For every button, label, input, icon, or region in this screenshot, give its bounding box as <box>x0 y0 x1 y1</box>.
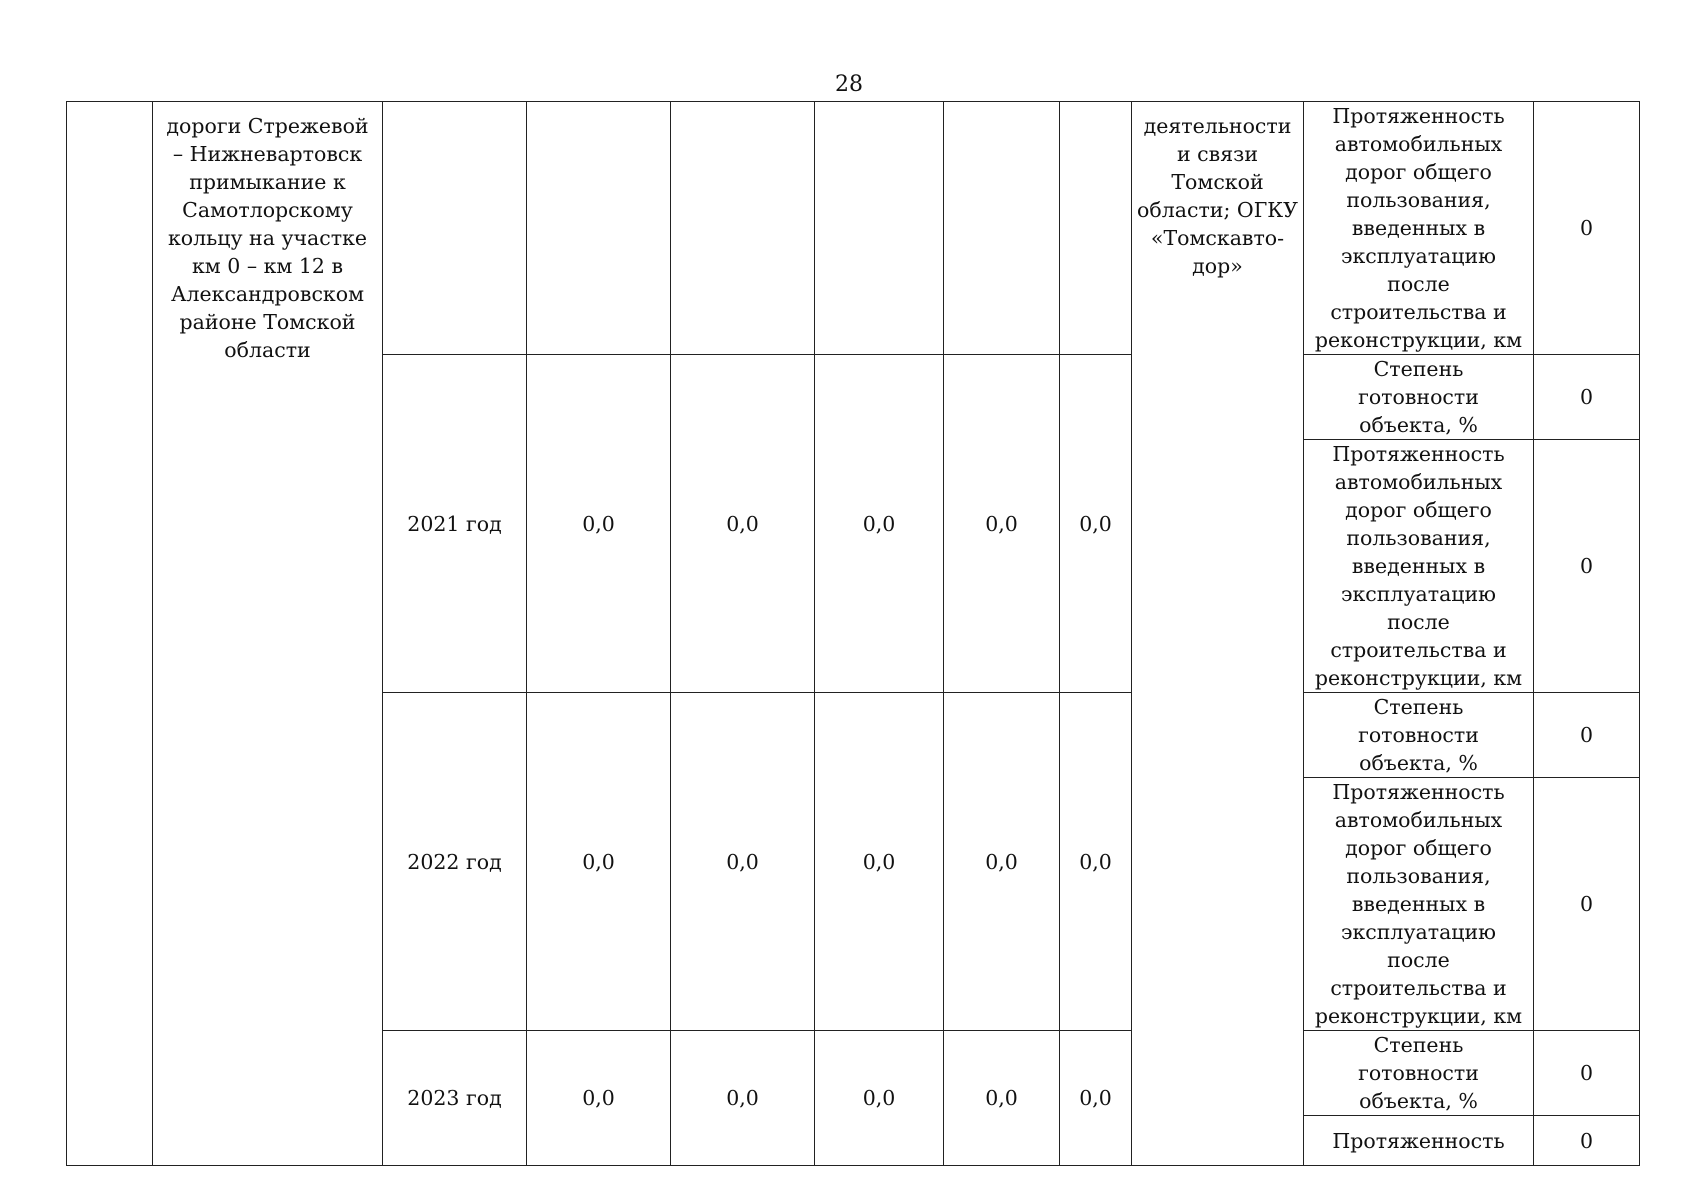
indicator-value-cell: 0 <box>1534 440 1640 693</box>
value-cell: 0,0 <box>944 693 1060 1031</box>
responsible-text: деятельности и связи Томской области; ОГКУ «Томскавто-дор» <box>1137 114 1298 278</box>
indicator-cell <box>1304 355 1534 440</box>
indicator-cell <box>1304 693 1534 778</box>
indicator-cell <box>1304 1116 1534 1166</box>
value-cell: 0,0 <box>671 355 815 693</box>
value-cell <box>1060 102 1132 355</box>
year-cell: 2022 год <box>383 693 527 1031</box>
value-cell <box>944 102 1060 355</box>
value-cell <box>671 102 815 355</box>
indicator-label: Протяженность автомобильных дорог общего пользования, введенных в эксплуатацию после строительства и реконструкции, км <box>1314 780 1523 1028</box>
responsible-cell <box>1132 102 1304 1166</box>
value-cell: 0,0 <box>815 693 944 1031</box>
row-number-cell <box>67 102 153 1166</box>
indicator-label: Степень готовности объекта, % <box>1358 357 1479 437</box>
year-cell: 2021 год <box>383 355 527 693</box>
value-cell: 0,0 <box>1060 1031 1132 1166</box>
value-cell <box>527 102 671 355</box>
indicator-value-cell: 0 <box>1534 693 1640 778</box>
value-cell <box>815 102 944 355</box>
object-name-cell <box>153 102 383 1166</box>
indicator-label: Протяженность автомобильных дорог общего пользования, введенных в эксплуатацию после строительства и реконструкции, км <box>1314 442 1523 690</box>
indicator-label: Степень готовности объекта, % <box>1358 695 1479 775</box>
indicator-label: Степень готовности объекта, % <box>1358 1033 1479 1113</box>
value-cell: 0,0 <box>1060 693 1132 1031</box>
indicator-label: Протяженность <box>1332 1128 1505 1153</box>
value-cell: 0,0 <box>527 355 671 693</box>
value-cell: 0,0 <box>944 355 1060 693</box>
value-cell: 0,0 <box>944 1031 1060 1166</box>
indicator-value-cell: 0 <box>1534 1116 1640 1166</box>
indicator-label: Протяженность автомобильных дорог общего пользования, введенных в эксплуатацию после строительства и реконструкции, км <box>1314 104 1523 352</box>
value-cell: 0,0 <box>815 1031 944 1166</box>
value-cell: 0,0 <box>1060 355 1132 693</box>
page-number: 28 <box>835 72 863 97</box>
object-name-text: дороги Стрежевой – Нижневартовск примыкание к Самотлорскому кольцу на участке км 0 – км 12 в Александровском районе Томской области <box>166 114 369 362</box>
value-cell: 0,0 <box>815 355 944 693</box>
indicator-cell <box>1304 778 1534 1031</box>
value-cell: 0,0 <box>671 1031 815 1166</box>
year-cell: 2023 год <box>383 1031 527 1166</box>
value-cell: 0,0 <box>527 1031 671 1166</box>
indicator-value-cell: 0 <box>1534 1031 1640 1116</box>
indicator-cell <box>1304 1031 1534 1116</box>
value-cell: 0,0 <box>671 693 815 1031</box>
indicator-value-cell: 0 <box>1534 355 1640 440</box>
program-table <box>66 101 1640 1166</box>
indicator-cell <box>1304 440 1534 693</box>
indicator-cell <box>1304 102 1534 355</box>
indicator-value-cell: 0 <box>1534 778 1640 1031</box>
table-row <box>67 102 1640 355</box>
value-cell: 0,0 <box>527 693 671 1031</box>
year-cell <box>383 102 527 355</box>
indicator-value-cell: 0 <box>1534 102 1640 355</box>
